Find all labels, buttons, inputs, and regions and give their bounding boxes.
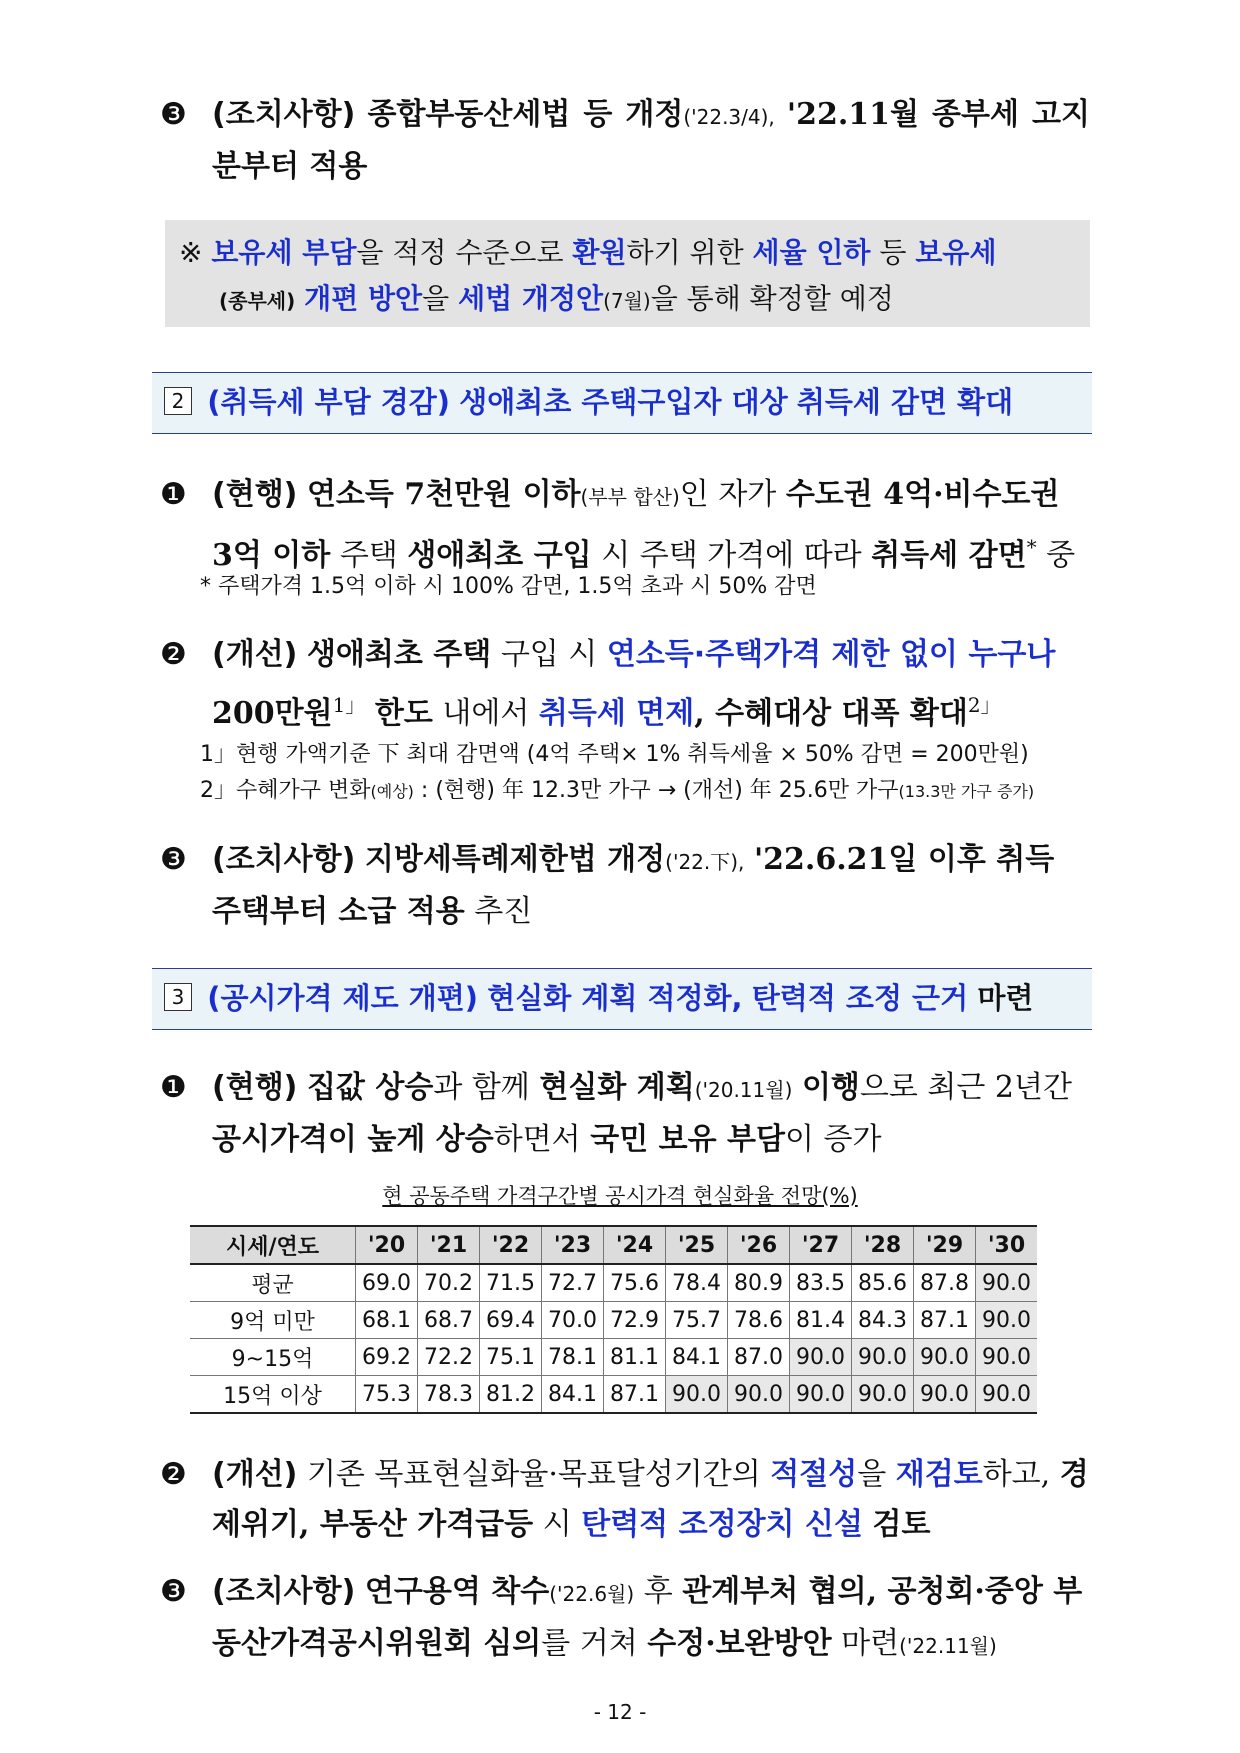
table-cell: 78.4 (666, 1264, 728, 1302)
table-cell: 80.9 (728, 1264, 790, 1302)
header-cell: '22 (480, 1226, 542, 1264)
table-cell: 72.9 (604, 1302, 666, 1339)
section-2-header: 2 (취득세 부담 경감) 생애최초 주택구입자 대상 취득세 감면 확대 (152, 372, 1092, 434)
table-cell: 70.0 (542, 1302, 604, 1339)
table-cell: 75.1 (480, 1339, 542, 1376)
header-cell: 시세/연도 (190, 1226, 356, 1264)
section-number-box: 2 (164, 387, 192, 415)
realization-rate-table (190, 1225, 1037, 1414)
table-cell: 90.0 (790, 1339, 852, 1376)
note-box: ※ 보유세 부담을 적정 수준으로 환원하기 위한 세율 인하 등 보유세 (종부세) 개편 방안을 세법 개정안(7월)을 통해 확정할 예정 (165, 220, 1090, 327)
table-cell: 90.0 (852, 1376, 914, 1414)
table-cell: 90.0 (666, 1376, 728, 1414)
s2-item-1: ❶ (현행) 연소득 7천만원 이하(부부 합산)인 자가 수도권 4억·비수도권 3억 이하 주택 생애최초 구입 시 주택 가격에 따라 취득세 감면* 중 (160, 470, 1090, 581)
header-cell: '25 (666, 1226, 728, 1264)
footnote-star: * 주택가격 1.5억 이하 시 100% 감면, 1.5억 초과 시 50% 감면 (200, 574, 817, 599)
footnote-1: 1」현행 가액기준 下 최대 감면액 (4억 주택× 1% 취득세율 × 50% 감면 = 200만원) (200, 742, 1029, 767)
row-label: 15억 이상 (190, 1376, 356, 1414)
header-cell: '27 (790, 1226, 852, 1264)
table-cell: 68.1 (356, 1302, 418, 1339)
s1-item-3: ❸ (조치사항) 종합부동산세법 등 개정('22.3/4), '22.11월 종부세 고지분부터 적용 (160, 90, 1090, 192)
header-cell: '23 (542, 1226, 604, 1264)
table-cell: 83.5 (790, 1264, 852, 1302)
section-number-box: 3 (164, 983, 192, 1011)
table-cell: 69.4 (480, 1302, 542, 1339)
table-row (190, 1302, 1037, 1339)
table-cell: 90.0 (976, 1264, 1038, 1302)
table-cell: 70.2 (418, 1264, 480, 1302)
table-header-row (190, 1226, 1037, 1264)
table-cell: 90.0 (852, 1339, 914, 1376)
table-cell: 85.6 (852, 1264, 914, 1302)
circled-1-icon: ❶ (160, 1070, 187, 1105)
circled-2-icon: ❷ (160, 1457, 187, 1492)
section-3-header: 3 (공시가격 제도 개편) 현실화 계획 적정화, 탄력적 조정 근거 마련 (152, 968, 1092, 1030)
table-cell: 72.7 (542, 1264, 604, 1302)
table-cell: 78.1 (542, 1339, 604, 1376)
row-label: 9억 미만 (190, 1302, 356, 1339)
circled-3-icon: ❸ (160, 842, 187, 877)
s2-item-2: ❷ (개선) 생애최초 주택 구입 시 연소득·주택가격 제한 없이 누구나 200만원$^{1」}$ 한도 내에서 취득세 면제, 수혜대상 대폭 확대$^{2」}$ (160, 630, 1090, 739)
table-cell: 90.0 (790, 1376, 852, 1414)
table-cell: 84.3 (852, 1302, 914, 1339)
s2-item-3: ❸ (조치사항) 지방세특례제한법 개정('22.下), '22.6.21일 이후 취득 주택부터 소급 적용 추진 (160, 835, 1090, 937)
table-cell: 90.0 (914, 1339, 976, 1376)
header-cell: '30 (976, 1226, 1038, 1264)
table-cell: 81.1 (604, 1339, 666, 1376)
header-cell: '29 (914, 1226, 976, 1264)
table-cell: 75.7 (666, 1302, 728, 1339)
table-cell: 81.4 (790, 1302, 852, 1339)
table-cell: 84.1 (666, 1339, 728, 1376)
s3-item-2: ❷ (개선) 기존 목표현실화율·목표달성기간의 적절성을 재검토하고, 경제위기, 부동산 가격급등 시 탄력적 조정장치 신설 검토 (160, 1450, 1090, 1550)
table-cell: 75.3 (356, 1376, 418, 1414)
page-number: - 12 - (593, 1700, 647, 1724)
table-cell: 87.1 (914, 1302, 976, 1339)
table-cell: 78.6 (728, 1302, 790, 1339)
table-cell: 75.6 (604, 1264, 666, 1302)
circled-1-icon: ❶ (160, 477, 187, 512)
table-cell: 78.3 (418, 1376, 480, 1414)
table-cell: 90.0 (976, 1302, 1038, 1339)
header-cell: '20 (356, 1226, 418, 1264)
table-cell: 87.1 (604, 1376, 666, 1414)
header-cell: '21 (418, 1226, 480, 1264)
s3-item-3: ❸ (조치사항) 연구용역 착수('22.6월) 후 관계부처 협의, 공청회·중앙 부동산가격공시위원회 심의를 거쳐 수정·보완방안 마련('22.11월) (160, 1567, 1090, 1671)
row-label: 9~15억 (190, 1339, 356, 1376)
table-row (190, 1376, 1037, 1414)
table-cell: 87.8 (914, 1264, 976, 1302)
header-cell: '24 (604, 1226, 666, 1264)
table-cell: 72.2 (418, 1339, 480, 1376)
header-cell: '28 (852, 1226, 914, 1264)
table-cell: 87.0 (728, 1339, 790, 1376)
table-cell: 81.2 (480, 1376, 542, 1414)
footnote-2: 2」수혜가구 변화(예상) : (현행) 年 12.3만 가구 → (개선) 年 25.6만 가구(13.3만 가구 증가) (200, 778, 1035, 803)
s3-item-1: ❶ (현행) 집값 상승과 함께 현실화 계획('20.11월) 이행으로 최근 2년간 공시가격이 높게 상승하면서 국민 보유 부담이 증가 (160, 1063, 1090, 1165)
table-cell: 68.7 (418, 1302, 480, 1339)
table-cell: 69.0 (356, 1264, 418, 1302)
table-cell: 69.2 (356, 1339, 418, 1376)
table-cell: 90.0 (914, 1376, 976, 1414)
table-cell: 90.0 (728, 1376, 790, 1414)
circled-3-icon: ❸ (160, 1574, 187, 1609)
row-label: 평균 (190, 1264, 356, 1302)
table-cell: 90.0 (976, 1339, 1038, 1376)
table-cell: 90.0 (976, 1376, 1038, 1414)
circled-2-icon: ❷ (160, 637, 187, 672)
table-row (190, 1264, 1037, 1302)
table-cell: 84.1 (542, 1376, 604, 1414)
table-caption: 현 공동주택 가격구간별 공시가격 현실화율 전망(%) (382, 1184, 858, 1208)
table-cell: 71.5 (480, 1264, 542, 1302)
header-cell: '26 (728, 1226, 790, 1264)
table-row (190, 1339, 1037, 1376)
circled-3-icon: ❸ (160, 97, 187, 132)
